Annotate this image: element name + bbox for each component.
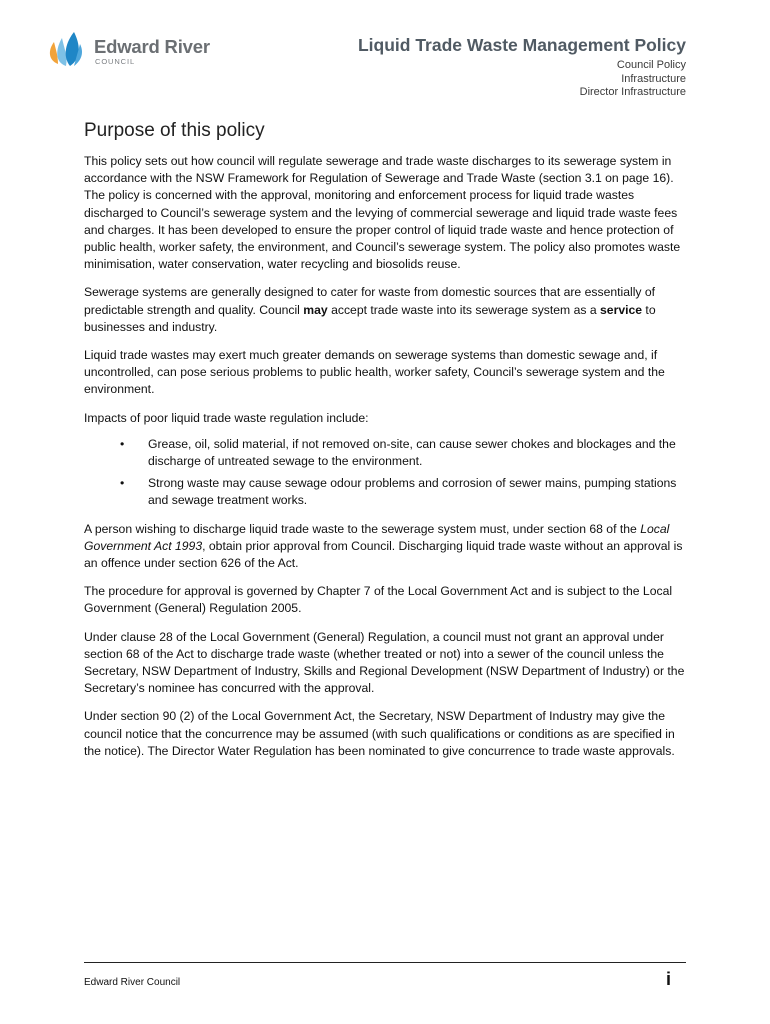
paragraph-7: Under clause 28 of the Local Government (General) Regulation, a council must not grant an approval under section 68 of the Act to discharge trade waste (whether treated or not) into a sewer of the council unless the Secretary, NSW Department of Industry, Skills and Regional Development (NSW Department of Industry) or the Secretary’s nominee has concurred with the approval. [84,629,685,696]
paragraph-2 [84,284,686,336]
paragraph-1: This policy sets out how council will regulate sewerage and trade waste discharges to its sewerage system in accordance with the NSW Framework for Regulation of Sewerage and Trade Waste (section 3.1 on page 16). The policy is concerned with the approval, monitoring and enforcement process for liquid trade wastes discharged to Council’s sewerage system and the levying of commercial sewerage and liquid trade waste fees and charges. It has been developed to ensure the proper control of liquid trade waste and hence protection of public health, worker safety, the environment, and Council’s sewerage system. The policy also promotes waste minimisation, water conservation, water recycling and biosolids reuse. [84,154,681,272]
section-heading: Purpose of this policy [84,120,265,141]
list-item [84,475,686,509]
council-logo [44,30,214,70]
page-number: i [665,969,671,989]
paragraph-5-text-a: A person wishing to discharge liquid trade waste to the sewerage system must, under section 68 of the [84,521,641,536]
act-name: Local Government Act 1993 [84,521,670,553]
bullet-icon: • [120,436,125,451]
water-drop-logo-icon [44,30,92,68]
page-content [84,120,686,771]
paragraph-2-text-b: accept trade waste into its sewerage system as a [327,302,601,317]
footer-organisation: Edward River Council [84,977,181,988]
paragraph-2-bold-service: service [600,302,643,317]
paragraph-8: Under section 90 (2) of the Local Government Act, the Secretary, NSW Department of Industry may give the council notice that the concurrence may be assumed (with such qualifications or conditions as are specified in the notice). The Director Water Regulation has been nominated to give concurrence to trade waste approvals. [84,709,675,758]
footer-divider [84,962,686,963]
bullet-icon: • [120,476,125,491]
document-header [358,35,686,100]
policy-type: Council Policy [616,59,686,71]
list-item-text: Grease, oil, solid material, if not removed on-site, can cause sewer chokes and blockages and the discharge of untreated sewage to the environment. [148,436,676,469]
paragraph-6: The procedure for approval is governed by Chapter 7 of the Local Government Act and is subject to the Local Government (General) Regulation 2005. [84,584,673,616]
paragraph-5 [84,521,686,573]
paragraph-4: Impacts of poor liquid trade waste regulation include: [84,410,369,425]
paragraph-5-text-b: , obtain prior approval from Council. Discharging liquid trade waste without an approval is an offence under section 626 of the Act. [84,538,683,571]
list-item-text: Strong waste may cause sewage odour problems and corrosion of sewer mains, pumping stations and sewage treatment works. [148,476,677,508]
list-item [84,436,686,470]
paragraph-2-text-c: to businesses and industry. [84,302,656,334]
paragraph-2-bold-may: may [303,302,328,317]
impacts-list [84,436,686,510]
paragraph-3: Liquid trade wastes may exert much greater demands on sewerage systems than domestic sewage and, if uncontrolled, can pose serious problems to public health, worker safety, Council’s sewerage system and the environment. [84,348,665,397]
logo-name: Edward River [94,36,210,57]
paragraph-2-text-a: Sewerage systems are generally designed to cater for waste from domestic sources that are essentially of predictable strength and quality. Council [84,285,656,317]
logo-subtitle: COUNCIL [95,57,136,66]
document-title: Liquid Trade Waste Management Policy [357,35,686,55]
policy-department: Infrastructure [621,72,686,85]
policy-owner: Director Infrastructure [579,86,686,98]
